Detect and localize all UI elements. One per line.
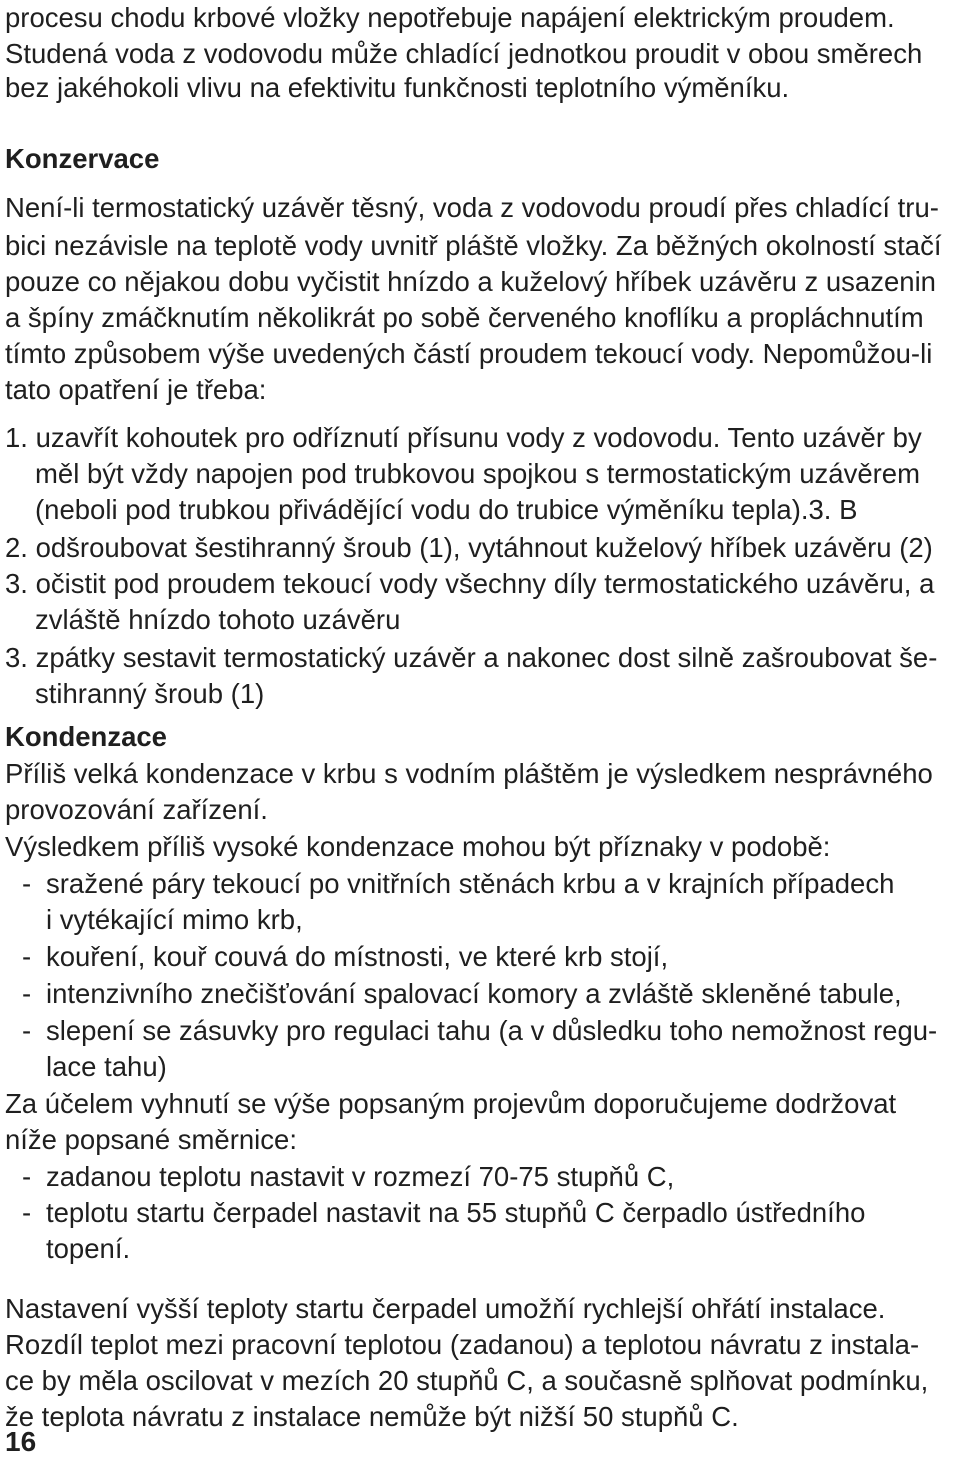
list-item-step: 3. očistit pod proudem tekoucí vody všechny díly termostatického uzávěru, a bbox=[5, 568, 935, 599]
list-item-step: 2. odšroubovat šestihranný šroub (1), vytáhnout kuželový hříbek uzávěru (2) bbox=[5, 532, 933, 563]
bullet-dash: - bbox=[22, 978, 32, 1009]
text-line: provozování zařízení. bbox=[5, 794, 268, 825]
bullet-dash: - bbox=[22, 1015, 32, 1046]
text-line: Studená voda z vodovodu může chladící jednotkou proudit v obou směrech bbox=[5, 38, 923, 69]
text-line: tato opatření je třeba: bbox=[5, 374, 267, 405]
text-line: Příliš velká kondenzace v krbu s vodním pláštěm je výsledkem nesprávného bbox=[5, 758, 933, 789]
list-item: sražené páry tekoucí po vnitřních stěnách krbu a v krajních případech bbox=[46, 868, 895, 899]
list-item-step: 1. uzavřít kohoutek pro odříznutí přísunu vody z vodovodu. Tento uzávěr by bbox=[5, 422, 922, 453]
list-item: zadanou teplotu nastavit v rozmezí 70-75 stupňů C, bbox=[46, 1161, 675, 1192]
list-item-step-continuation: zvláště hnízdo tohoto uzávěru bbox=[35, 604, 401, 635]
list-item-step: 3. zpátky sestavit termostatický uzávěr a nakonec dost silně zašroubovat še- bbox=[5, 642, 938, 673]
text-line: níže popsané směrnice: bbox=[5, 1124, 297, 1155]
text-line: Za účelem vyhnutí se výše popsaným projevům doporučujeme dodržovat bbox=[5, 1088, 897, 1119]
text-line: bici nezávisle na teplotě vody uvnitř pláště vložky. Za běžných okolností stačí bbox=[5, 230, 942, 261]
section-heading-kondenzace: Kondenzace bbox=[5, 721, 167, 752]
text-line: Není-li termostatický uzávěr těsný, voda z vodovodu proudí přes chladící tru- bbox=[5, 192, 939, 223]
list-item: kouření, kouř couvá do místnosti, ve které krb stojí, bbox=[46, 941, 669, 972]
list-item-step-continuation: měl být vždy napojen pod trubkovou spojkou s termostatickým uzávěrem bbox=[35, 458, 920, 489]
text-line: Výsledkem příliš vysoké kondenzace mohou být příznaky v podobě: bbox=[5, 831, 831, 862]
page-number: 16 bbox=[5, 1426, 37, 1457]
list-item-continuation: i vytékající mimo krb, bbox=[46, 904, 303, 935]
list-item-step-continuation: (neboli pod trubkou přivádějící vodu do trubice výměníku tepla).3. B bbox=[35, 494, 858, 525]
list-item: intenzivního znečišťování spalovací komory a zvláště skleněné tabule, bbox=[46, 978, 902, 1009]
text-line: procesu chodu krbové vložky nepotřebuje napájení elektrickým proudem. bbox=[5, 2, 895, 33]
list-item: teplotu startu čerpadel nastavit na 55 stupňů C čerpadlo ústředního bbox=[46, 1197, 866, 1228]
text-line: bez jakéhokoli vlivu na efektivitu funkčnosti teplotního výměníku. bbox=[5, 72, 790, 103]
text-line: tímto způsobem výše uvedených částí proudem tekoucí vody. Nepomůžou-li bbox=[5, 338, 933, 369]
text-line: a špíny zmáčknutím několikrát po sobě červeného knoflíku a propláchnutím bbox=[5, 302, 924, 333]
bullet-dash: - bbox=[22, 1161, 32, 1192]
text-line: že teplota návratu z instalace nemůže být nižší 50 stupňů C. bbox=[5, 1401, 739, 1432]
text-line: Nastavení vyšší teploty startu čerpadel umožňí rychlejší ohřátí instalace. bbox=[5, 1293, 886, 1324]
list-item-continuation: topení. bbox=[46, 1233, 131, 1264]
list-item-continuation: lace tahu) bbox=[46, 1051, 167, 1082]
text-line: Rozdíl teplot mezi pracovní teplotou (zadanou) a teplotou návratu z instala- bbox=[5, 1329, 920, 1360]
text-line: ce by měla oscilovat v mezích 20 stupňů C, a současně splňovat podmínku, bbox=[5, 1365, 929, 1396]
list-item: slepení se zásuvky pro regulaci tahu (a v důsledku toho nemožnost regu- bbox=[46, 1015, 938, 1046]
text-line: pouze co nějakou dobu vyčistit hnízdo a kuželový hříbek uzávěru z usazenin bbox=[5, 266, 936, 297]
list-item-step-continuation: stihranný šroub (1) bbox=[35, 678, 265, 709]
bullet-dash: - bbox=[22, 941, 32, 972]
bullet-dash: - bbox=[22, 1197, 32, 1228]
bullet-dash: - bbox=[22, 868, 32, 899]
section-heading-konzervace: Konzervace bbox=[5, 143, 160, 174]
